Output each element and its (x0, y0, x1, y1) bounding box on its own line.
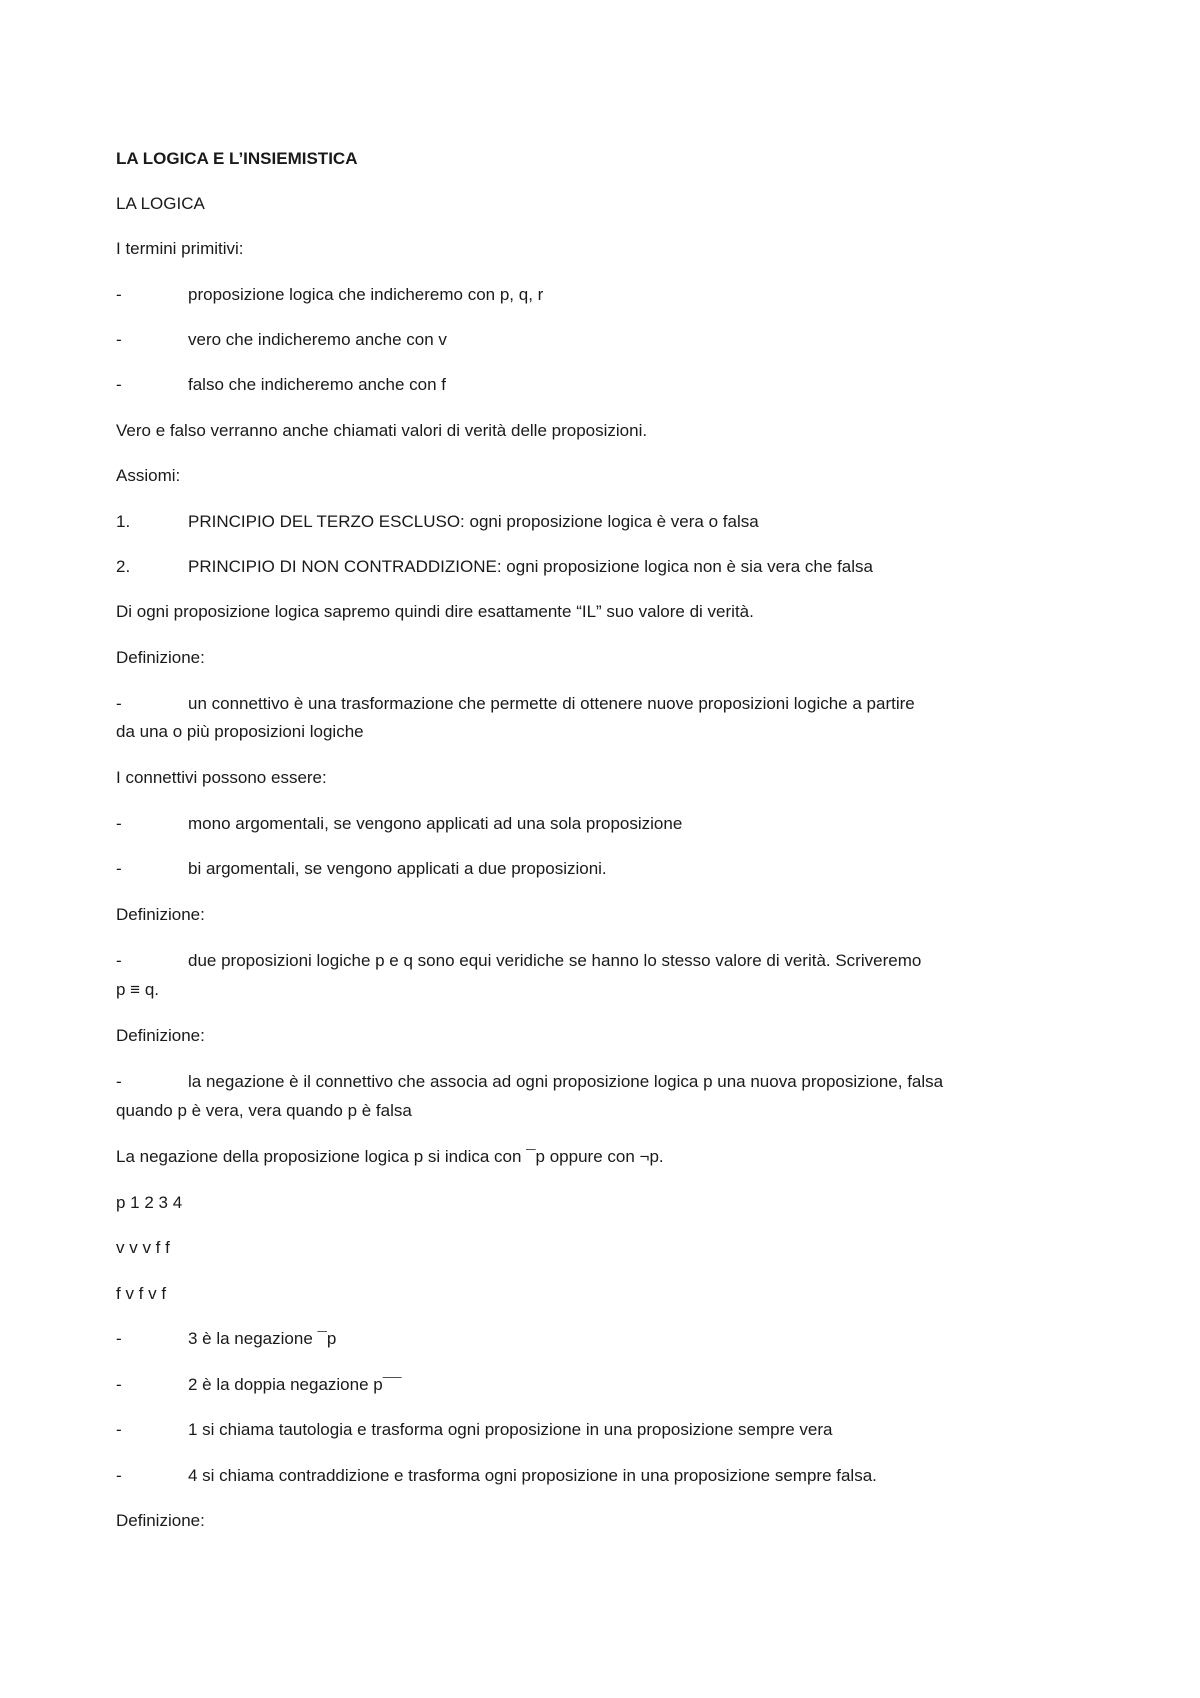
dash-marker: - (116, 1329, 122, 1348)
numbered-item-text: PRINCIPIO DI NON CONTRADDIZIONE: ogni proposizione logica non è sia vera che falsa (188, 557, 873, 576)
list-item-text: falso che indicheremo anche con f (188, 375, 446, 394)
dash-marker: - (116, 375, 122, 394)
section-heading: LA LOGICA (116, 194, 205, 213)
list-item-text: proposizione logica che indicheremo con p, q, r (188, 285, 544, 304)
primitive-terms-heading: I termini primitivi: (116, 239, 244, 258)
dash-marker: - (116, 330, 122, 349)
document-title: LA LOGICA E L’INSIEMISTICA (116, 149, 358, 168)
truth-table-row: p 1 2 3 4 (116, 1193, 183, 1212)
list-item-text: vero che indicheremo anche con v (188, 330, 447, 349)
connectives-heading: I connettivi possono essere: (116, 768, 327, 787)
list-item-text: 1 si chiama tautologia e trasforma ogni proposizione in una proposizione sempre vera (188, 1420, 833, 1439)
list-item-text: mono argomentali, se vengono applicati ad una sola proposizione (188, 814, 683, 833)
dash-marker: - (116, 285, 122, 304)
paragraph: Di ogni proposizione logica sapremo quindi dire esattamente “IL” suo valore di verità. (116, 602, 754, 621)
list-item-continuation: quando p è vera, vera quando p è falsa (116, 1101, 412, 1120)
definition-heading: Definizione: (116, 1511, 205, 1530)
item-number: 2. (116, 557, 131, 576)
list-item-text: due proposizioni logiche p e q sono equi veridiche se hanno lo stesso valore di verità. Scriveremo (188, 951, 922, 970)
dash-marker: - (116, 951, 122, 970)
truth-table-row: v v v f f (116, 1238, 170, 1257)
paragraph: La negazione della proposizione logica p si indica con ¯p oppure con ¬p. (116, 1147, 664, 1166)
dash-marker: - (116, 859, 122, 878)
dash-marker: - (116, 1072, 122, 1091)
list-item-text: 3 è la negazione ¯p (188, 1329, 337, 1348)
item-number: 1. (116, 512, 131, 531)
paragraph: Vero e falso verranno anche chiamati valori di verità delle proposizioni. (116, 421, 648, 440)
dash-marker: - (116, 1375, 122, 1394)
truth-table-row: f v f v f (116, 1284, 167, 1303)
dash-marker: - (116, 1466, 122, 1485)
dash-marker: - (116, 1420, 122, 1439)
axioms-heading: Assiomi: (116, 466, 181, 485)
dash-marker: - (116, 814, 122, 833)
list-item-text: 2 è la doppia negazione p¯¯ (188, 1375, 402, 1394)
definition-heading: Definizione: (116, 905, 205, 924)
list-item-text: bi argomentali, se vengono applicati a due proposizioni. (188, 859, 607, 878)
numbered-item-text: PRINCIPIO DEL TERZO ESCLUSO: ogni proposizione logica è vera o falsa (188, 512, 759, 531)
list-item-text: 4 si chiama contraddizione e trasforma ogni proposizione in una proposizione sempre falsa. (188, 1466, 877, 1485)
list-item-continuation: da una o più proposizioni logiche (116, 722, 364, 741)
list-item-text: la negazione è il connettivo che associa ad ogni proposizione logica p una nuova proposizione, falsa (188, 1072, 944, 1091)
list-item-text: un connettivo è una trasformazione che permette di ottenere nuove proposizioni logiche a partire (188, 694, 915, 713)
definition-heading: Definizione: (116, 1026, 205, 1045)
list-item-continuation: p ≡ q. (116, 980, 159, 999)
dash-marker: - (116, 694, 122, 713)
definition-heading: Definizione: (116, 648, 205, 667)
